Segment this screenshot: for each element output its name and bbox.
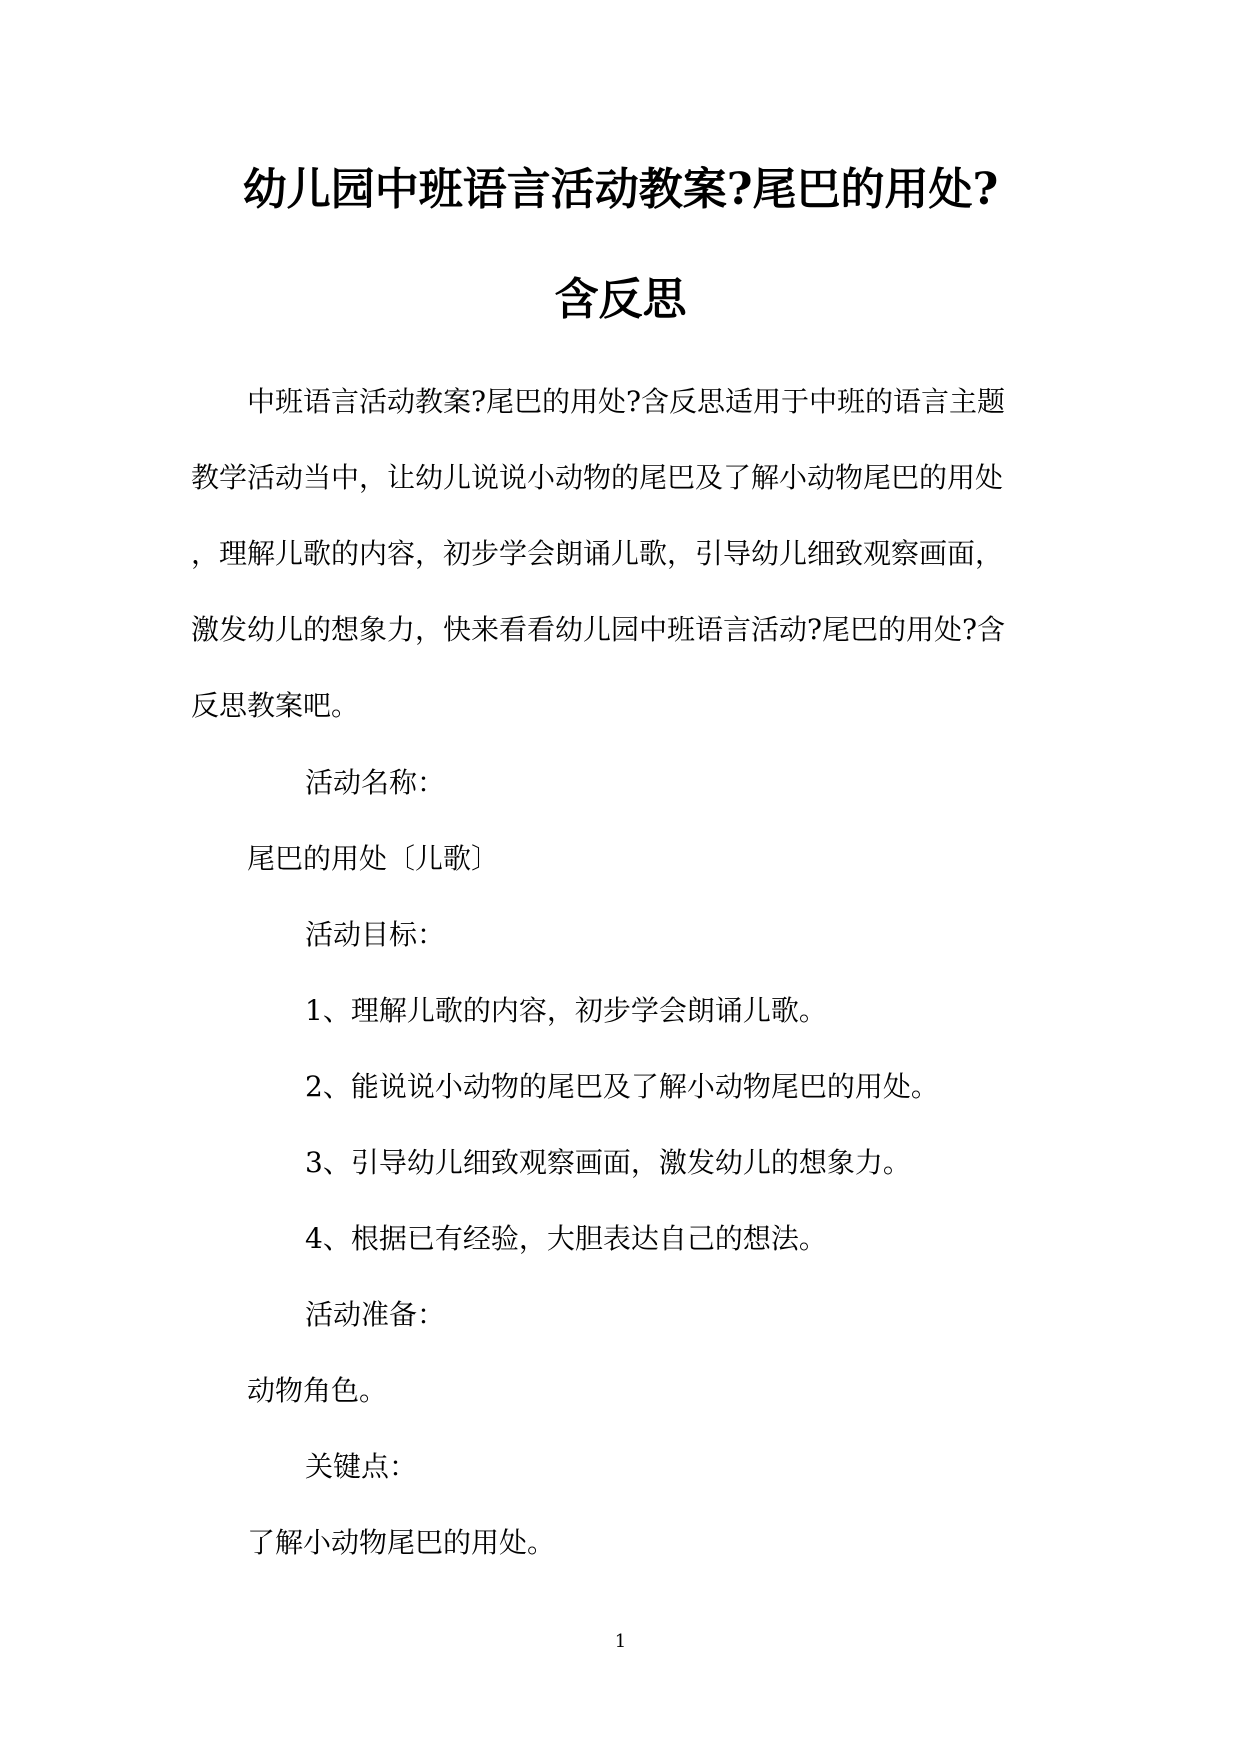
activity-name-value: 尾巴的用处〔儿歌〕: [247, 842, 500, 875]
activity-name-label: 活动名称：: [305, 766, 446, 799]
intro-paragraph-line-1: 中班语言活动教案?尾巴的用处?含反思适用于中班的语言主题: [247, 385, 1006, 418]
objectives-label: 活动目标：: [305, 918, 446, 951]
objective-item-1: 1、理解儿歌的内容，初步学会朗诵儿歌。: [305, 994, 827, 1027]
preparation-value: 动物角色。: [247, 1374, 388, 1407]
intro-paragraph-line-2: 教学活动当中，让幼儿说说小动物的尾巴及了解小动物尾巴的用处: [191, 461, 1004, 494]
intro-paragraph-line-3: ，理解儿歌的内容，初步学会朗诵儿歌，引导幼儿细致观察画面，: [191, 537, 1004, 570]
page-number: 1: [614, 1631, 627, 1652]
objective-item-2: 2、能说说小动物的尾巴及了解小动物尾巴的用处。: [305, 1070, 939, 1103]
objective-item-3: 3、引导幼儿细致观察画面，激发幼儿的想象力。: [305, 1146, 911, 1179]
document-title-line-2: 含反思: [554, 274, 687, 325]
intro-paragraph-line-4: 激发幼儿的想象力，快来看看幼儿园中班语言活动?尾巴的用处?含: [191, 613, 1006, 646]
key-point-label: 关键点：: [305, 1450, 418, 1483]
objective-item-4: 4、根据已有经验，大胆表达自己的想法。: [305, 1222, 827, 1255]
intro-paragraph-line-5: 反思教案吧。: [191, 689, 360, 722]
preparation-label: 活动准备：: [305, 1298, 446, 1331]
document-title-line-1: 幼儿园中班语言活动教案?尾巴的用处?: [242, 164, 999, 215]
key-point-value: 了解小动物尾巴的用处。: [247, 1526, 556, 1559]
